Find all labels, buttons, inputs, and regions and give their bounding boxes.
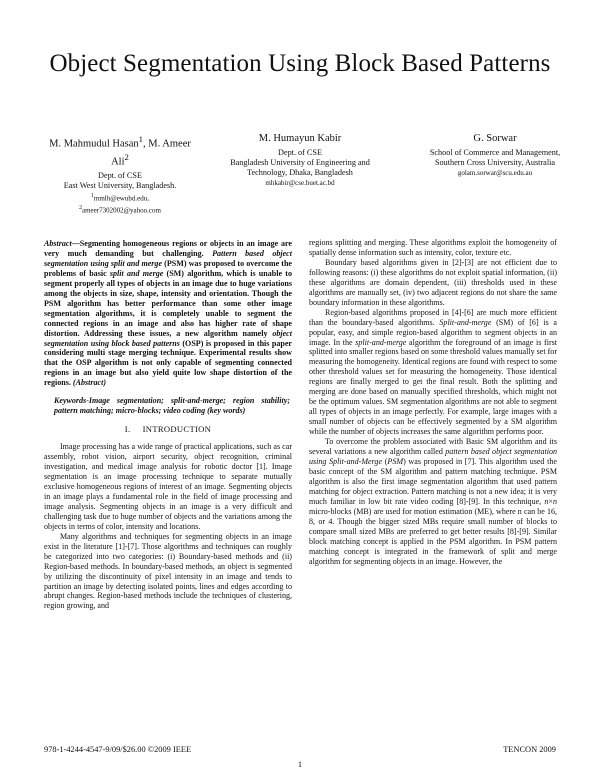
page-number: 1 <box>297 760 303 769</box>
footer-copyright: 978-1-4244-4547-9/09/$26.00 ©2009 IEEE <box>44 745 192 754</box>
author-2-affiliation: Bangladesh University of Engineering and Technology, Dhaka, Bangladesh <box>230 158 370 177</box>
author-2 <box>228 133 372 188</box>
intro-paragraph: Many algorithms and techniques for segmenting objects in an image exist in the literature [1]-[7]. Those algorithms and techniques can roughly be categorized into two categories: (i) Boundary-based methods and (ii) Region-based methods. In boundary-based methods, an object is segmented by utilizing the discontinuity of pixel intensity in an image and tends to partition an image by detecting isolated points, lines and edges according to abrupt changes. Region-based methods include the techniques of clustering, region growing, and <box>44 531 292 611</box>
footer-conference: TENCON 2009 <box>503 745 556 754</box>
author-1-email: $^1$mmlh@ewubd.edu, $^2$ameer7302002@yahoo.com <box>79 193 161 215</box>
author-3-name: G. Sorwar <box>473 133 517 144</box>
author-3 <box>420 133 570 178</box>
keywords: Keywords-Image segmentation; split-and-merge; region stability; pattern matching; micro-blocks; video coding (key words) <box>54 396 290 416</box>
author-3-email: golam.sorwar@scu.edu.au <box>457 169 533 177</box>
section-heading-introduction: I. INTRODUCTION <box>124 424 212 435</box>
author-1 <box>40 133 200 216</box>
left-column <box>44 239 292 611</box>
body-paragraph: regions splitting and merging. These algorithms exploit the homogeneity of spatially dense information such as intensity, color, texture etc. <box>309 238 557 257</box>
paper-title: Object Segmentation Using Block Based Patterns <box>49 50 551 77</box>
author-3-dept: School of Commerce and Management, <box>429 148 561 157</box>
body-paragraph: To overcome the problem associated with Basic SM algorithm and its several variations a new algorithm called pattern based object segmentation using Split-and-Merge (PSM) was proposed in [7]. This algorithm used the basic concept of the SM algorithm and pattern matching technique. PSM algorithm is also the first image segmentation algorithm that used pattern matching for object extraction. Pattern matching is not a new idea; it is very much familiar in low bit rate video coding [8]-[9]. In this technique, n×n micro-blocks (MB) are used for motion estimation (ME), where n can be 16, 8, or 4. Though the bigger sized MBs require small number of blocks to compare small sized MBs are preferred to get better results [8]-[9]. Similar block matching concept is applied in the PSM algorithm. In PSM pattern matching concept is integrated in the framework of split and merge algorithm for segmenting objects in an image. However, the <box>309 437 557 566</box>
right-column <box>309 238 557 566</box>
abstract: Abstract—Segmenting homogeneous regions or objects in an image are very much demanding but challenging. Pattern based object segmentation using split and merge (PSM) was proposed to overcome the problems of basic split and merge (SM) algorithm, which is unable to segment properly all types of objects in an image due to huge variations among the objects in size, shape, intensity and orientation. Though the PSM algorithm has better performance than some other image segmentation algorithms, it is completely unable to segment the connected regions in an image and also has higher rate of shape distortion. Addressing these issues, a new algorithm namely object segmentation using block based patterns (OSP) is proposed in this paper considering multi stage merging technique. Experimental results show that the OSP algorithm is not only capable of segmenting connected regions in an image but also yield quite low shape distortion of the regions. (Abstract) <box>44 239 293 388</box>
author-1-name: M. Mahmudul Hasan$^1$, M. Ameer Ali$^2$ <box>49 134 191 167</box>
author-2-name: M. Humayun Kabir <box>258 133 342 144</box>
author-1-dept: Dept. of CSE <box>98 171 142 180</box>
author-3-affiliation: Southern Cross University, Australia <box>435 158 555 167</box>
author-2-dept: Dept. of CSE <box>278 148 322 157</box>
body-paragraph: Region-based algorithms proposed in [4]-[6] are much more efficient than the boundary-based algorithms. Split-and-merge (SM) of [6] is a popular, easy, and simple region-based algorithm to segment objects in an image. In the split-and-merge algorithm the foreground of an image is first splitted into smaller regions based on some threshold values manually set for measuring the homogeneity. Identical regions are found with respect to some other threshold values set for measuring the homogeneity. Those identical regions are finally merged to get the final result. Both the splitting and merging are done based on manually specified thresholds, which might not be the optimum values. SM segmentation algorithms are not able to segment all types of objects in an image perfectly. For example, large images with a small number of objects can be effectively segmented by a SM algorithm while the number of objects increases the same algorithm performs poor. <box>309 307 557 437</box>
body-paragraph: Boundary based algorithms given in [2]-[3] are not efficient due to following reasons: (i) these algorithms do not exploit spatial information, (ii) these algorithms are domain dependent, (iii) thresholds used in these algorithms are manually set, (iv) two adjacent regions do not share the same boundary information in these algorithms. <box>309 257 557 307</box>
author-2-email: mhkabir@cse.buet.ac.bd <box>265 179 335 187</box>
author-1-affiliation: East West University, Bangladesh. <box>63 181 177 190</box>
intro-paragraph: Image processing has a wide range of practical applications, such as car assembly, robot vision, airport security, object recognition, criminal investigation, and medical image analysis for robotic doctor [1]. Image segmentation is an image processing technique to separate mutually exclusive homogeneous regions of interest of an image. Segmenting objects in an image plays a fundamental role in the field of image processing and image analysis. Segmenting objects in an image is a very difficult and challenging task due to huge number of objects and the variations among the objects in terms of color, intensity and locations. <box>44 442 292 531</box>
